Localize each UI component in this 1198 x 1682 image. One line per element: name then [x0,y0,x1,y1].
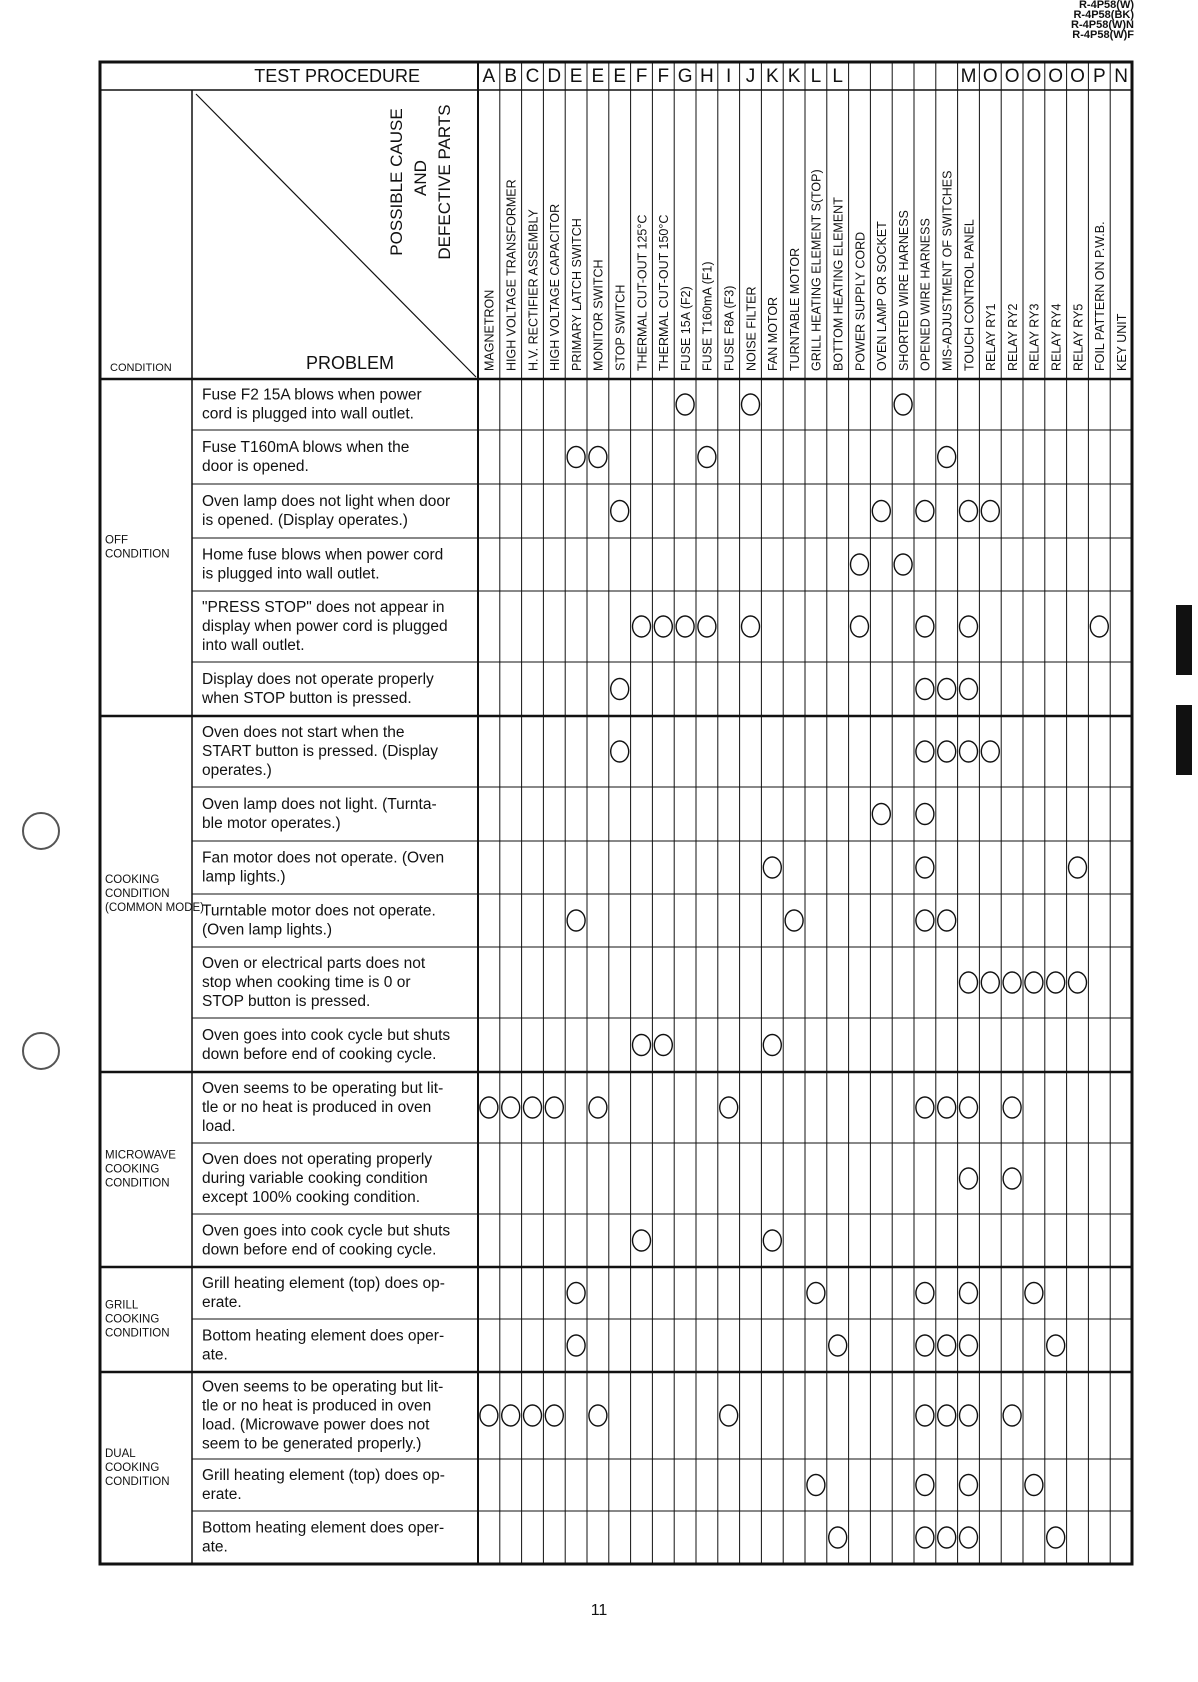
part-label: OPENED WIRE HARNESS [918,218,933,371]
part-label: FUSE F8A (F3) [722,285,737,371]
possible-cause-mark [872,804,890,825]
model-number: R-4P58(BK) [1073,9,1134,21]
possible-cause-mark [981,972,999,993]
possible-cause-mark [960,679,978,700]
possible-cause-mark [916,741,934,762]
possible-cause-mark [524,1405,542,1426]
test-letter: K [787,66,801,87]
problem-text: into wall outlet. [202,637,305,654]
possible-cause-mark [1069,972,1087,993]
condition-label: MICROWAVE [105,1149,176,1162]
part-label: RELAY RY4 [1049,303,1064,371]
possible-cause-mark [851,554,869,575]
possible-cause-mark [938,1527,956,1548]
possible-cause-mark [742,394,760,415]
possible-cause-mark [676,394,694,415]
possible-cause-mark [1090,616,1108,637]
problem-text: Oven seems to be operating but lit- [202,1378,444,1396]
possible-cause-mark [611,741,629,762]
problem-text: Oven or electrical parts does not [202,955,426,972]
part-label: RELAY RY2 [1005,303,1020,371]
possible-cause-mark [633,616,651,637]
possible-cause-mark [960,1527,978,1548]
condition-label: (COMMON MODE) [105,902,205,914]
test-letter: F [635,66,648,87]
part-label: NOISE FILTER [744,286,759,371]
possible-cause-mark [916,1335,934,1356]
possible-cause-label: POSSIBLE CAUSE [387,108,406,256]
test-letter: O [982,66,998,87]
test-letter: K [765,66,779,87]
part-label: OVEN LAMP OR SOCKET [875,221,890,371]
part-label: SHORTED WIRE HARNESS [896,210,911,371]
problem-text: seem to be generated properly.) [202,1435,422,1453]
problem-text: Oven lamp does not light. (Turnta- [202,796,437,813]
part-label: PRIMARY LATCH SWITCH [569,218,584,371]
possible-cause-mark [960,1168,978,1189]
possible-cause-mark [633,1035,651,1056]
problem-text: load. (Microwave power does not [202,1416,430,1434]
problem-text: lamp lights.) [202,868,286,886]
model-number: R-4P58(W)N [1071,19,1134,31]
test-letter: H [700,66,714,87]
possible-cause-mark [894,394,912,415]
possible-cause-mark [720,1097,738,1118]
possible-cause-mark [633,1230,651,1251]
problem-text: START button is pressed. (Display [202,743,439,760]
test-letter: E [569,66,583,87]
possible-cause-mark [807,1475,825,1496]
possible-cause-mark [545,1405,563,1426]
condition-label: COOKING [105,874,160,886]
test-letter: O [1026,66,1042,87]
problem-text: operates.) [202,762,272,779]
problem-text: Fan motor does not operate. (Oven [202,849,445,867]
model-number: R-4P58(W) [1078,0,1134,11]
condition-label: CONDITION [105,1327,170,1340]
part-label: TOUCH CONTROL PANEL [962,219,977,371]
problem-text: display when power cord is plugged [202,618,448,635]
condition-label: COOKING [105,1462,160,1474]
test-letter: D [547,66,562,87]
possible-cause-mark [916,501,934,522]
test-letter: O [1048,66,1064,87]
possible-cause-mark [524,1097,542,1118]
binder-hole-icon [22,812,60,850]
header-diagonal [196,94,476,377]
possible-cause-mark [938,1097,956,1118]
possible-cause-mark [720,1405,738,1426]
possible-cause-mark [1047,1527,1065,1548]
problem-text: Grill heating element (top) does op- [202,1275,445,1292]
possible-cause-mark [829,1527,847,1548]
part-label: POWER SUPPLY CORD [853,231,868,371]
index-tab-mark [1176,705,1192,775]
possible-cause-mark [763,857,781,878]
condition-label: DUAL [105,1448,136,1460]
part-label: TURNTABLE MOTOR [787,247,802,371]
condition-label: COOKING [105,1313,160,1326]
problem-text: Oven does not operating properly [202,1151,433,1168]
problem-text: Home fuse blows when power cord [202,546,444,564]
part-label: FOIL PATTERN ON P.W.B. [1093,221,1108,371]
problem-text: Oven does not start when the [202,724,405,741]
possible-cause-mark [960,1405,978,1426]
possible-cause-mark [567,1283,585,1304]
possible-cause-mark [1047,1335,1065,1356]
part-label: THERMAL CUT-OUT 125°C [635,214,650,371]
problem-header: PROBLEM [305,353,395,373]
possible-cause-label: DEFECTIVE PARTS [435,104,454,260]
part-label: FUSE T160mA (F1) [700,261,715,371]
condition-label: COOKING [105,1163,160,1176]
test-letter: P [1092,66,1106,87]
possible-cause-mark [916,1475,934,1496]
problem-text: Grill heating element (top) does op- [202,1467,445,1484]
test-letter: G [677,66,693,87]
problem-text: stop when cooking time is 0 or [202,974,411,991]
possible-cause-mark [938,679,956,700]
condition-label: CONDITION [105,1476,170,1488]
possible-cause-mark [938,1335,956,1356]
test-letter: B [504,66,518,87]
problem-text: Turntable motor does not operate. [202,902,436,920]
test-letter: E [613,66,627,87]
possible-cause-mark [785,910,803,931]
possible-cause-mark [960,1475,978,1496]
possible-cause-mark [589,447,607,468]
condition-label: GRILL [105,1299,139,1312]
part-label: GRILL HEATING ELEMENT S(TOP) [809,169,824,371]
possible-cause-mark [938,910,956,931]
possible-cause-mark [851,616,869,637]
problem-text: load. [202,1118,236,1135]
test-letter: A [482,66,496,87]
problem-text: Fuse F2 15A blows when power [202,386,422,404]
possible-cause-mark [916,910,934,931]
test-letter: L [832,66,843,87]
condition-label: OFF [105,534,128,547]
test-letter: L [810,66,822,87]
possible-cause-mark [1069,857,1087,878]
problem-text: Fuse T160mA blows when the [202,439,410,456]
possible-cause-mark [916,1527,934,1548]
problem-text: "PRESS STOP" does not appear in [202,599,445,616]
condition-label: CONDITION [105,548,170,561]
possible-cause-mark [807,1283,825,1304]
possible-cause-mark [916,1405,934,1426]
possible-cause-mark [698,616,716,637]
possible-cause-mark [981,501,999,522]
problem-text: door is opened. [202,458,309,475]
test-letter: F [657,66,670,87]
test-letter: O [1070,66,1085,87]
possible-cause-mark [654,1035,672,1056]
test-letter: J [745,66,756,87]
problem-text: Oven goes into cook cycle but shuts [202,1027,451,1044]
problem-text: Oven seems to be operating but lit- [202,1080,444,1097]
test-letter: N [1114,66,1128,87]
part-label: FUSE 15A (F2) [678,286,693,371]
part-label: HIGH VOLTAGE CAPACITOR [548,203,563,371]
problem-text: down before end of cooking cycle. [202,1241,437,1259]
problem-text: is plugged into wall outlet. [202,565,380,583]
problem-text: erate. [202,1294,242,1311]
part-label: FAN MOTOR [766,296,781,371]
problem-text: STOP button is pressed. [202,993,371,1010]
part-label: RELAY RY3 [1027,303,1042,371]
problem-text: during variable cooking condition [202,1170,428,1187]
possible-cause-mark [567,1335,585,1356]
part-label: RELAY RY1 [984,303,999,371]
possible-cause-mark [916,679,934,700]
possible-cause-mark [611,501,629,522]
possible-cause-mark [960,1097,978,1118]
problem-text: down before end of cooking cycle. [202,1046,437,1063]
problem-text: cord is plugged into wall outlet. [202,405,414,423]
possible-cause-mark [698,447,716,468]
possible-cause-mark [960,501,978,522]
possible-cause-mark [960,616,978,637]
possible-cause-mark [567,910,585,931]
possible-cause-mark [1025,972,1043,993]
part-label: THERMAL CUT-OUT 150°C [657,214,672,371]
possible-cause-mark [916,857,934,878]
possible-cause-mark [872,501,890,522]
test-letter: O [1004,66,1020,87]
possible-cause-mark [894,554,912,575]
problem-text: Oven goes into cook cycle but shuts [202,1222,451,1240]
possible-cause-mark [1003,972,1021,993]
possible-cause-mark [938,447,956,468]
problem-text: (Oven lamp lights.) [202,921,333,939]
possible-cause-mark [480,1405,498,1426]
possible-cause-mark [829,1335,847,1356]
problem-text: when STOP button is pressed. [202,690,412,707]
possible-cause-mark [502,1097,520,1118]
problem-text: tle or no heat is produced in oven [202,1397,432,1415]
possible-cause-mark [960,741,978,762]
part-label: STOP SWITCH [613,284,628,371]
part-label: HIGH VOLTAGE TRANSFORMER [504,179,519,371]
possible-cause-mark [567,447,585,468]
possible-cause-mark [742,616,760,637]
possible-cause-mark [916,1283,934,1304]
possible-cause-mark [960,1335,978,1356]
problem-text: Bottom heating element does oper- [202,1519,445,1537]
problem-text: Display does not operate properly [202,671,434,688]
possible-cause-mark [1025,1475,1043,1496]
possible-cause-mark [480,1097,498,1118]
test-letter: E [591,66,605,87]
possible-cause-mark [916,1097,934,1118]
part-label: RELAY RY5 [1071,303,1086,371]
possible-cause-mark [1003,1097,1021,1118]
problem-text: tle or no heat is produced in oven [202,1099,432,1116]
problem-text: is opened. (Display operates.) [202,512,408,529]
problem-text: ble motor operates.) [202,815,341,832]
possible-cause-mark [1003,1405,1021,1426]
part-label: H.V. RECTIFIER ASSEMBLY [526,209,541,371]
test-procedure-label: TEST PROCEDURE [254,66,420,86]
problem-text: Bottom heating element does oper- [202,1327,445,1345]
binder-hole-icon [22,1032,60,1070]
part-label: MAGNETRON [482,289,497,371]
test-letter: C [525,66,540,87]
possible-cause-mark [611,679,629,700]
possible-cause-mark [938,741,956,762]
possible-cause-mark [676,616,694,637]
test-letter: I [726,66,732,87]
possible-cause-mark [916,616,934,637]
possible-cause-mark [960,1283,978,1304]
possible-cause-mark [763,1035,781,1056]
possible-cause-mark [589,1097,607,1118]
possible-cause-mark [960,972,978,993]
possible-cause-mark [502,1405,520,1426]
possible-cause-mark [916,804,934,825]
part-label: BOTTOM HEATING ELEMENT [831,197,846,371]
possible-cause-mark [589,1405,607,1426]
part-label: MONITOR SWITCH [591,259,606,371]
part-label: KEY UNIT [1114,313,1129,371]
problem-text: ate. [202,1538,228,1556]
condition-label: CONDITION [105,1177,170,1190]
condition-label: CONDITION [105,888,170,900]
problem-text: Oven lamp does not light when door [202,493,451,510]
possible-cause-mark [654,616,672,637]
possible-cause-mark [1047,972,1065,993]
problem-text: erate. [202,1486,242,1503]
index-tab-mark [1176,605,1192,675]
possible-cause-mark [1003,1168,1021,1189]
test-letter: M [960,66,977,87]
condition-header: CONDITION [110,362,172,374]
part-label: MIS-ADJUSTMENT OF SWITCHES [940,170,955,371]
possible-cause-label: AND [411,160,430,196]
possible-cause-mark [938,1405,956,1426]
possible-cause-mark [763,1230,781,1251]
page-number: 11 [590,1602,608,1619]
model-number: R-4P58(W)F [1072,29,1134,41]
possible-cause-mark [981,741,999,762]
problem-text: ate. [202,1346,228,1364]
problem-text: except 100% cooking condition. [202,1189,421,1206]
possible-cause-mark [1025,1283,1043,1304]
possible-cause-mark [545,1097,563,1118]
